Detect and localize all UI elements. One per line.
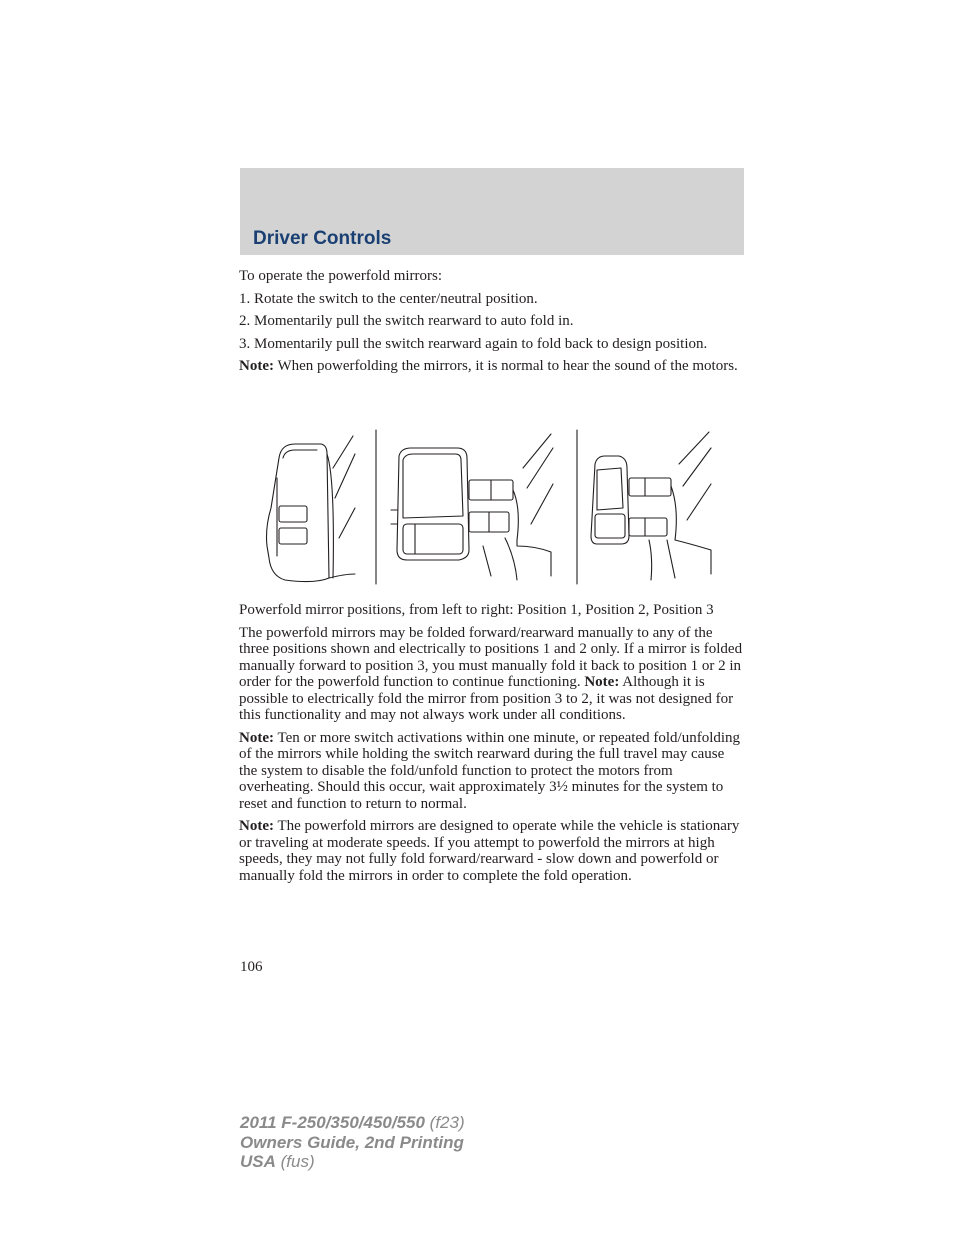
- footer-line-1: [240, 1113, 465, 1133]
- intro-lead: To operate the powerfold mirrors:: [239, 268, 443, 284]
- paragraph-overheat-note: [239, 730, 745, 813]
- footer-market: USA: [240, 1152, 276, 1171]
- footer-model: 2011 F-250/350/450/550: [240, 1113, 425, 1132]
- mirror-position-1: [267, 436, 356, 582]
- section-header: [240, 168, 744, 255]
- intro-note: [239, 358, 745, 375]
- footer-market-code: (fus): [275, 1152, 315, 1171]
- footer-line-3: [240, 1152, 465, 1172]
- footer-model-code: (f23): [424, 1113, 465, 1132]
- figure-caption: Powerfold mirror positions, from left to right: Position 1, Position 2, Position 3: [239, 602, 714, 618]
- step-1: 1. Rotate the switch to the center/neutral position.: [239, 290, 538, 307]
- paragraph-text: Ten or more switch activations within one minute, or repeated fold/unfolding of the mirrors while holding the switch rearward during the full travel may cause the system to disable the fold/unfold function to protect the motors from overheating. Should this occur, wait approximately 3½ minutes for the system to reset and function to return to normal.: [239, 729, 741, 812]
- note-label: Note:: [239, 358, 274, 374]
- step-2: 2. Momentarily pull the switch rearward to auto fold in.: [239, 313, 574, 329]
- paragraph-manual-fold: [239, 625, 745, 724]
- footer-line-2: Owners Guide, 2nd Printing: [240, 1132, 464, 1152]
- note-label: Note:: [239, 729, 274, 746]
- paragraph-text: The powerfold mirrors are designed to operate while the vehicle is stationary or traveling at moderate speeds. If you attempt to powerfold the mirrors at high speeds, they may not fully fold forward/rearward - slow down and powerfold or manually fold the mirrors in order to complete the fold operation.: [239, 818, 740, 884]
- paragraph-speed-note: [239, 818, 745, 884]
- section-title: Driver Controls: [253, 228, 392, 249]
- body-block: [239, 602, 745, 890]
- note-text: When powerfolding the mirrors, it is normal to hear the sound of the motors.: [273, 358, 738, 374]
- paragraph-text: Although it is possible to electrically fold the mirror from position 3 to 2, it was not designed for this functionality and may not always work under all conditions.: [239, 674, 734, 723]
- mirror-positions-svg: [255, 428, 717, 588]
- mirror-position-3: [591, 432, 711, 580]
- intro-block: [239, 268, 745, 381]
- paragraph-text: The powerfold mirrors may be folded forward/rearward manually to any of the three positions shown and electrically to positions 1 and 2 only. If a mirror is folded manually forward to position 3, you must manually fold it back to position 1 or 2 in order for the powerfold function to continue functioning.: [239, 624, 743, 690]
- document-footer: [240, 1113, 465, 1172]
- mirror-positions-illustration: [255, 428, 717, 588]
- note-label: Note:: [584, 674, 620, 690]
- mirror-position-2: [391, 434, 553, 580]
- step-3: 3. Momentarily pull the switch rearward again to fold back to design position.: [239, 335, 708, 352]
- note-label: Note:: [239, 818, 274, 834]
- page-number: 106: [240, 959, 263, 975]
